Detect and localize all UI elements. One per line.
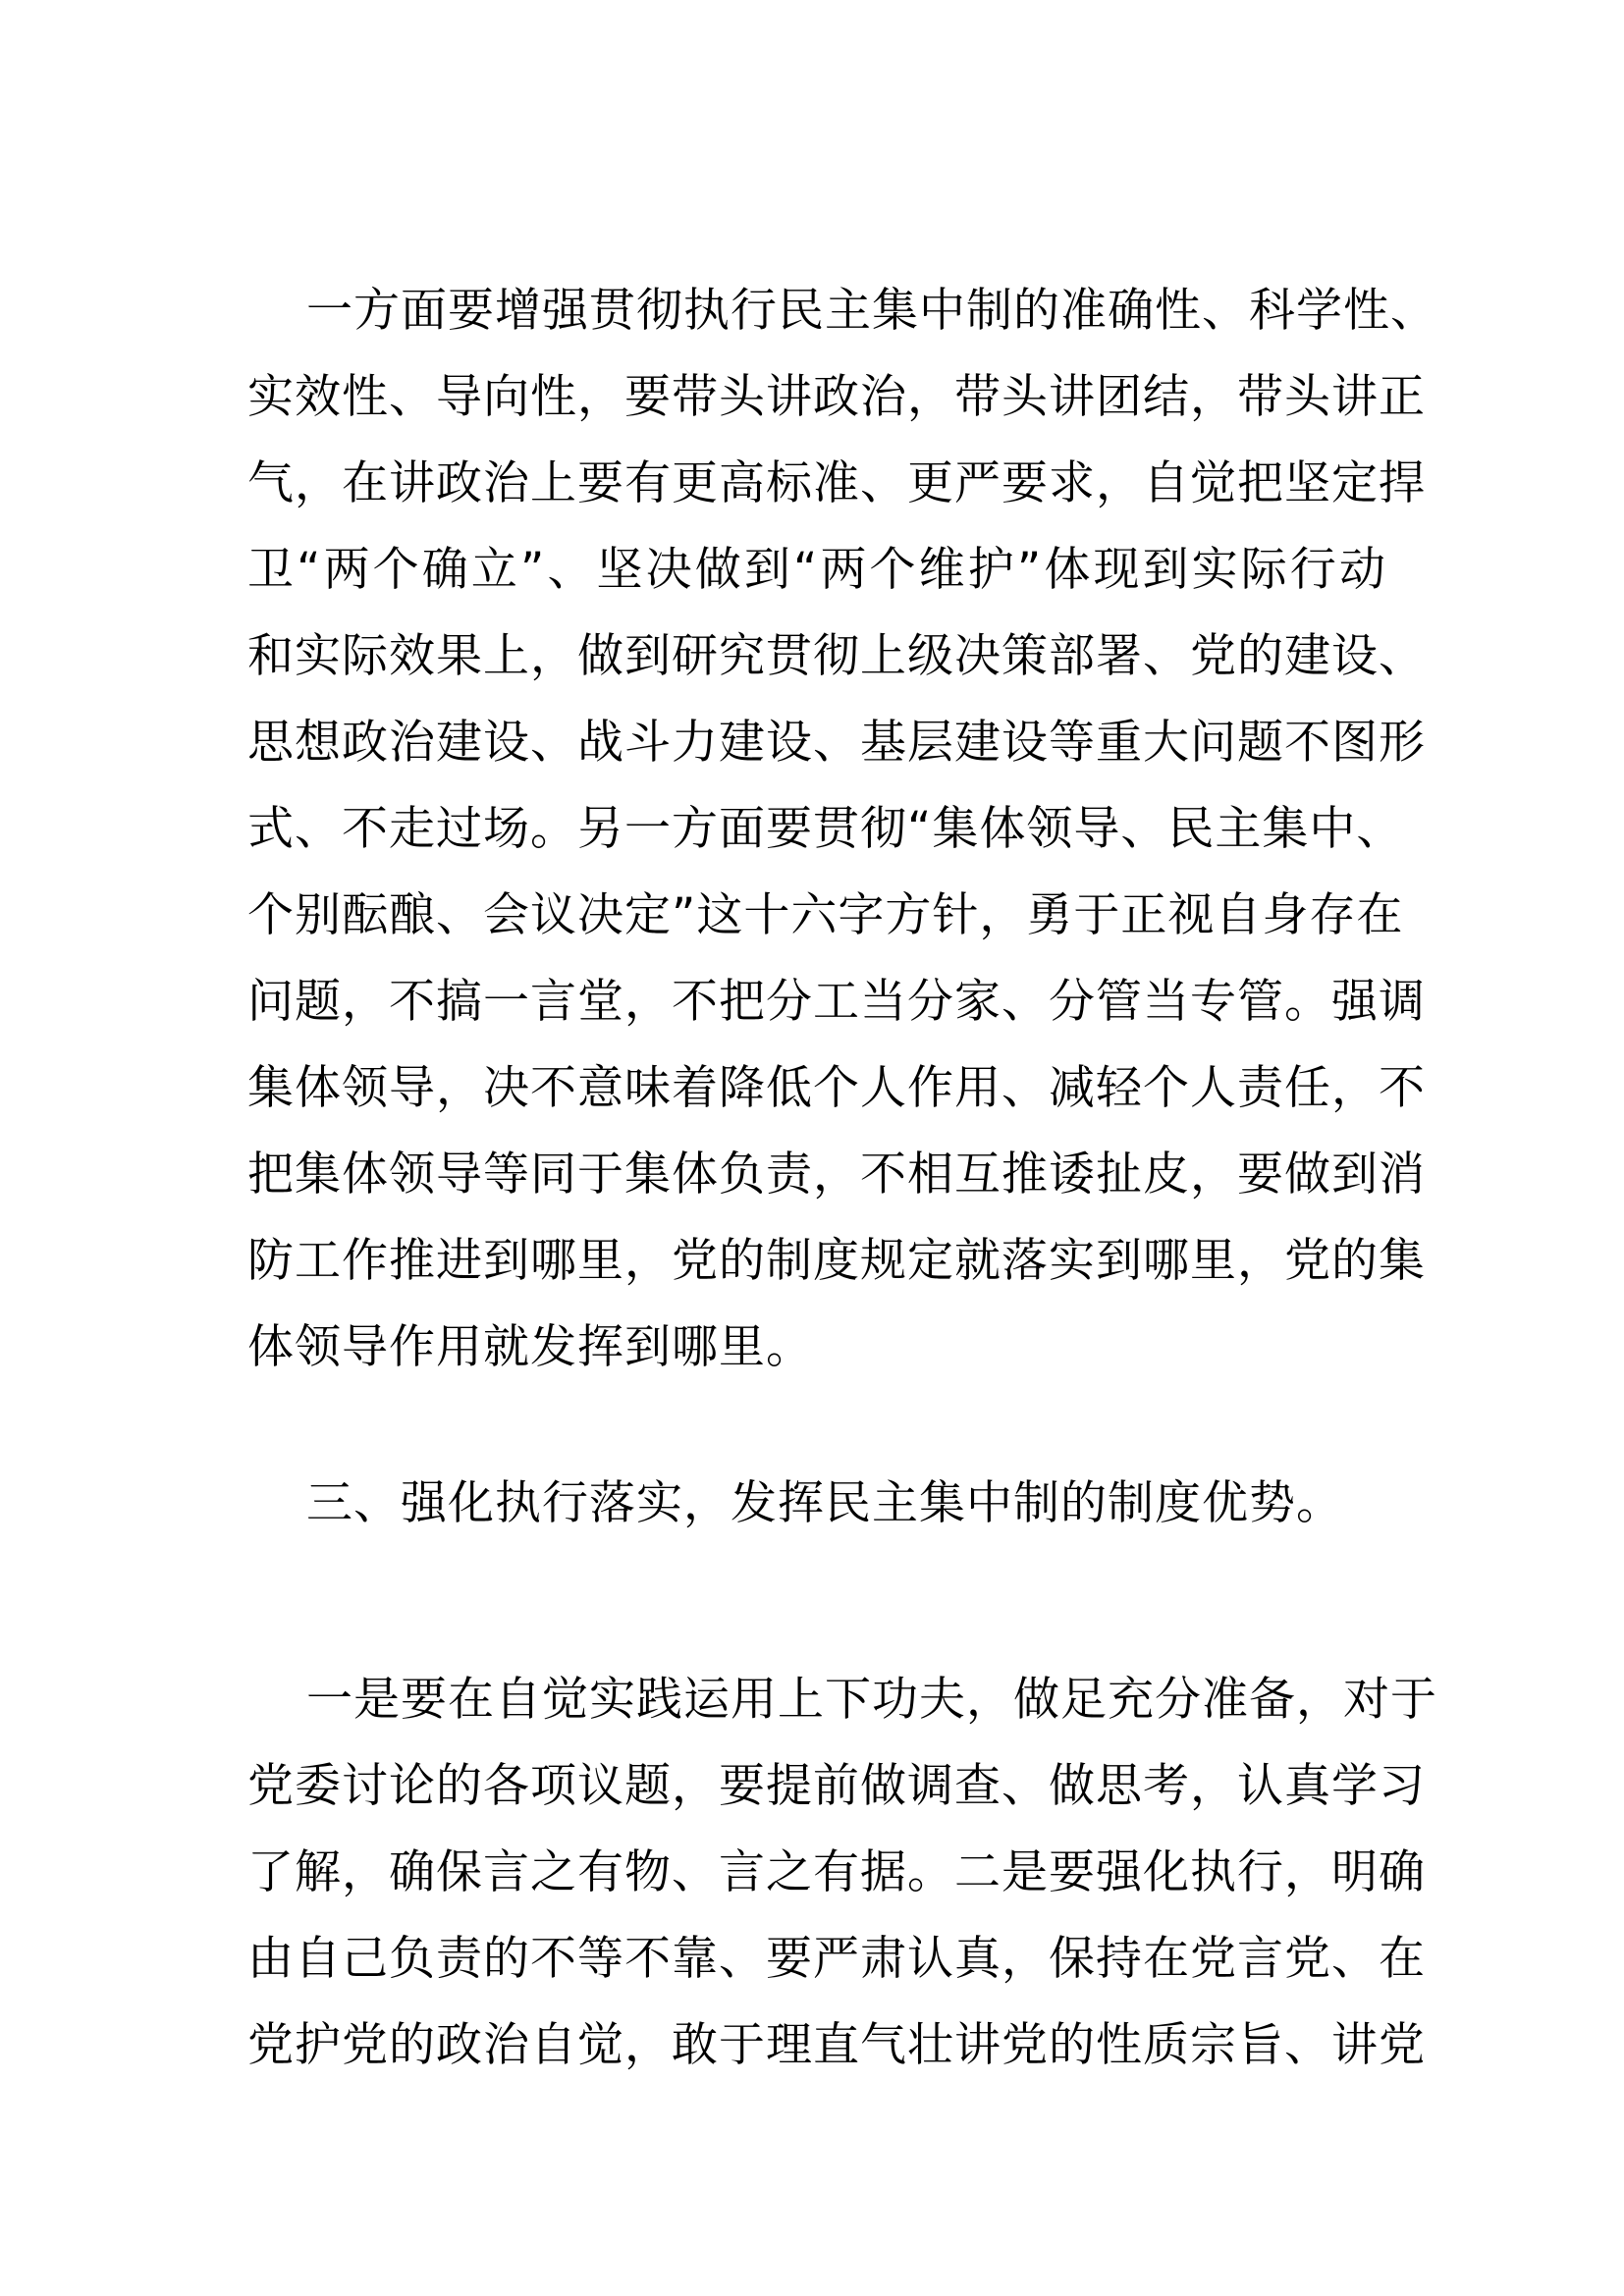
paragraph-line: 体领导作用就发挥到哪里。: [247, 1320, 813, 1374]
section-heading: [247, 1461, 1386, 1547]
paragraph-line: 防工作推进到哪里，党的制度规定就落实到哪里，党的集: [247, 1234, 1426, 1288]
paragraph-line: 气，在讲政治上要有更高标准、更严要求，自觉把坚定捍: [247, 456, 1426, 510]
paragraph-line: 一是要在自觉实践运用上下功夫，做足充分准备，对于: [306, 1673, 1437, 1727]
paragraph-2: [247, 1657, 1437, 2089]
paragraph-line: 和实际效果上，做到研究贯彻上级决策部署、党的建设、: [247, 629, 1426, 683]
paragraph-line: 把集体领导等同于集体负责，不相互推诿扯皮，要做到消: [247, 1148, 1426, 1201]
paragraph-line: 式、不走过场。另一方面要贯彻“集体领导、民主集中、: [247, 802, 1404, 856]
paragraph-line: 党委讨论的各项议题，要提前做调查、做思考，认真学习: [247, 1759, 1426, 1813]
paragraph-line: 党护党的政治自觉，敢于理直气壮讲党的性质宗旨、讲党: [247, 2018, 1426, 2072]
paragraph-line: 个别酝酿、会议决定”这十六字方针，勇于正视自身存在: [247, 888, 1404, 942]
paragraph-line: 一方面要增强贯彻执行民主集中制的准确性、科学性、: [306, 284, 1437, 338]
paragraph-line: 了解，确保言之有物、言之有据。二是要强化执行，明确: [247, 1845, 1426, 1899]
paragraph-line: 思想政治建设、战斗力建设、基层建设等重大问题不图形: [247, 716, 1426, 770]
paragraph-line: 问题，不搞一言堂，不把分工当分家、分管当专管。强调: [247, 975, 1426, 1029]
paragraph-line: 实效性、导向性，要带头讲政治，带头讲团结，带头讲正: [247, 370, 1426, 424]
paragraph-line: 卫“两个确立”、坚决做到“两个维护”体现到实际行动: [247, 543, 1386, 597]
paragraph-line: 集体领导，决不意味着降低个人作用、减轻个人责任，不: [247, 1061, 1426, 1115]
paragraph-line: 由自己负责的不等不靠、要严肃认真，保持在党言党、在: [247, 1932, 1426, 1986]
paragraph-1: [247, 268, 1437, 1391]
section-heading-text: 三、强化执行落实，发挥民主集中制的制度优势。: [306, 1476, 1343, 1530]
